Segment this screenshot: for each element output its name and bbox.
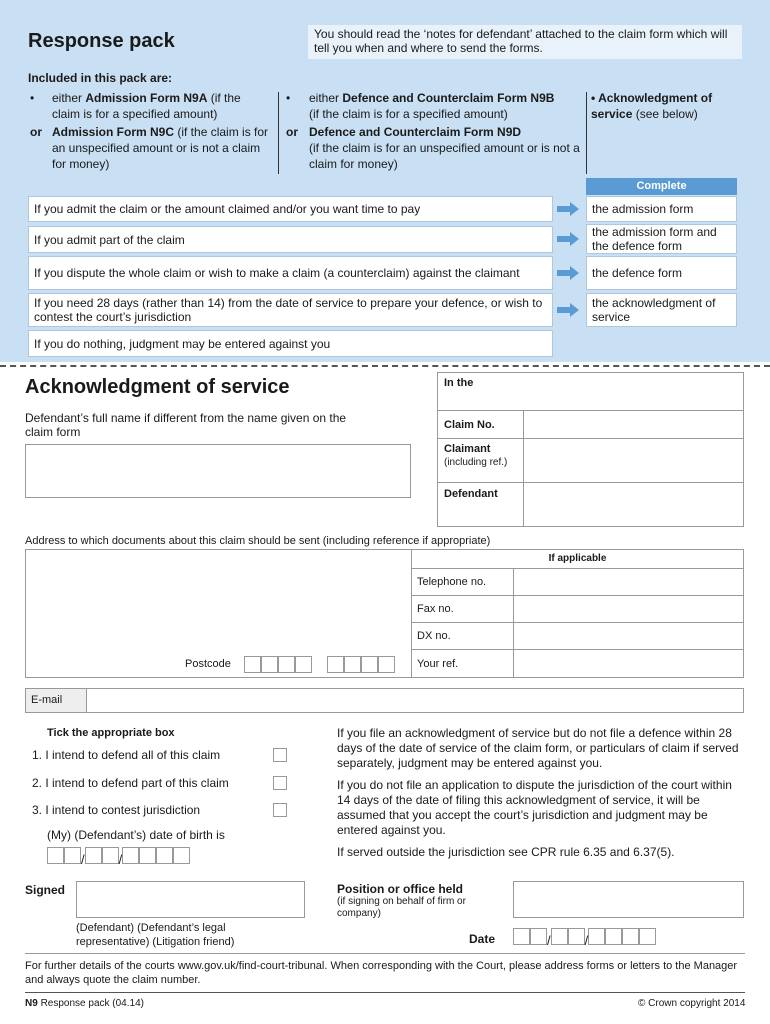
info-paragraph-2: If you do not file an application to dispute the jurisdiction of the court within 14 days of the date of filing this acknowledgment of service, it will be assumed that you accept the court’s jurisdiction and judgment may be entered against you. [337,778,732,837]
dx-field[interactable] [513,622,744,650]
form-code: N9 Response pack (04.14) [25,998,144,1009]
email-label: E-mail [31,694,63,706]
dob-label: (My) (Defendant’s) date of birth is [47,828,225,842]
claim-no-label: Claim No. [444,419,495,431]
address-label: Address to which documents about this claim should be sent (including reference if appropriate) [25,535,491,547]
col1-item2: Admission Form N9C (if the claim is for an unspecified amount or is not a claim for money) [52,125,269,171]
col2-item2: Defence and Counterclaim Form N9D (if the claim is for an unspecified amount or is not a claim for money) [309,125,580,171]
signature-field[interactable] [76,881,305,918]
claimant-sub-label: (including ref.) [444,457,508,468]
position-sub-label: (if signing on behalf of firm or company) [337,896,466,919]
fax-label: Fax no. [417,603,454,615]
col2-item1: either Defence and Counterclaim Form N9B (if the claim is for a specified amount) [309,91,555,121]
or-label: or [286,125,298,139]
bullet: • [30,91,35,105]
cut-line [0,365,770,367]
tick-heading: Tick the appropriate box [47,727,175,739]
fax-field[interactable] [513,595,744,623]
column-divider [586,92,587,174]
aos-title: Acknowledgment of service [25,376,290,398]
footer-note: For further details of the courts www.gov.uk/find-court-tribunal. When corresponding with the Court, please address forms or letters to the Manager and always quote the claim number. [25,960,738,986]
notes-instruction: You should read the ‘notes for defendant’ attached to the claim form which will tell you when and where to send the forms. [308,25,742,59]
option-defend-all-label: 1. I intend to defend all of this claim [32,748,221,762]
column-divider [278,92,279,174]
complete-header: Complete [586,178,737,195]
option-defend-part-label: 2. I intend to defend part of this claim [32,776,229,790]
dob-field[interactable]: / / [47,847,190,868]
or-label: or [30,125,42,139]
date-field[interactable]: / / [513,928,656,949]
telephone-field[interactable] [513,568,744,596]
arrow-right-icon [557,266,579,280]
dx-label: DX no. [417,630,451,642]
claim-no-field[interactable] [523,410,744,439]
col3-item: • Acknowledgment of service (see below) [591,91,713,121]
complete-cell-1: the admission form [586,196,737,222]
footer-divider [25,953,745,954]
arrow-right-icon [557,232,579,246]
position-field[interactable] [513,881,744,918]
defendant-field[interactable] [523,482,744,527]
court-field[interactable] [437,372,744,411]
contest-jurisdiction-checkbox[interactable] [273,803,287,817]
signed-capacity-label: (Defendant) (Defendant’s legal representative) (Litigation friend) [76,922,235,948]
included-heading: Included in this pack are: [28,71,173,85]
instruction-row-4: If you need 28 days (rather than 14) from the date of service to prepare your defence, or wish to contest the court’s jurisdiction [28,293,553,327]
your-ref-field[interactable] [513,649,744,678]
info-paragraph-1: If you file an acknowledgment of service but do not file a defence within 28 days of the date of service of the claim form, or particulars of claim if served separately, judgment may be entered against you. [337,726,739,770]
signed-label: Signed [25,883,66,897]
col1-item1: either Admission Form N9A (if the claim is for a specified amount) [52,91,241,121]
postcode-label: Postcode [185,658,231,670]
complete-cell-4: the acknowledgment of service [586,293,737,327]
bullet: • [286,91,291,105]
position-label: Position or office held [337,882,464,896]
footer-divider [25,992,745,993]
defendant-label: Defendant [444,488,498,500]
instruction-row-5: If you do nothing, judgment may be entered against you [28,330,553,357]
your-ref-label: Your ref. [417,658,459,670]
claimant-field[interactable] [523,438,744,483]
copyright: © Crown copyright 2014 [638,998,746,1009]
complete-cell-2: the admission form and the defence form [586,224,737,254]
defendant-name-label: Defendant’s full name if different from the name given on the claim form [25,411,347,439]
arrow-right-icon [557,303,579,317]
instruction-row-2: If you admit part of the claim [28,226,553,253]
date-label: Date [469,932,496,946]
defend-all-checkbox[interactable] [273,748,287,762]
claimant-label: Claimant [444,443,491,455]
telephone-label: Telephone no. [417,576,487,588]
option-contest-jurisdiction-label: 3. I intend to contest jurisdiction [32,803,201,817]
info-paragraph-3: If served outside the jurisdiction see CPR rule 6.35 and 6.37(5). [337,845,675,859]
if-applicable-label: If applicable [548,553,607,564]
arrow-right-icon [557,202,579,216]
complete-cell-3: the defence form [586,256,737,290]
defend-part-checkbox[interactable] [273,776,287,790]
postcode-field[interactable] [244,656,395,678]
email-field[interactable] [86,688,744,713]
instruction-row-3: If you dispute the whole claim or wish to make a claim (a counterclaim) against the claimant [28,256,553,290]
in-the-label: In the [444,377,474,389]
defendant-name-field[interactable] [25,444,411,498]
instruction-row-1: If you admit the claim or the amount claimed and/or you want time to pay [28,196,553,222]
response-pack-title: Response pack [28,30,175,52]
